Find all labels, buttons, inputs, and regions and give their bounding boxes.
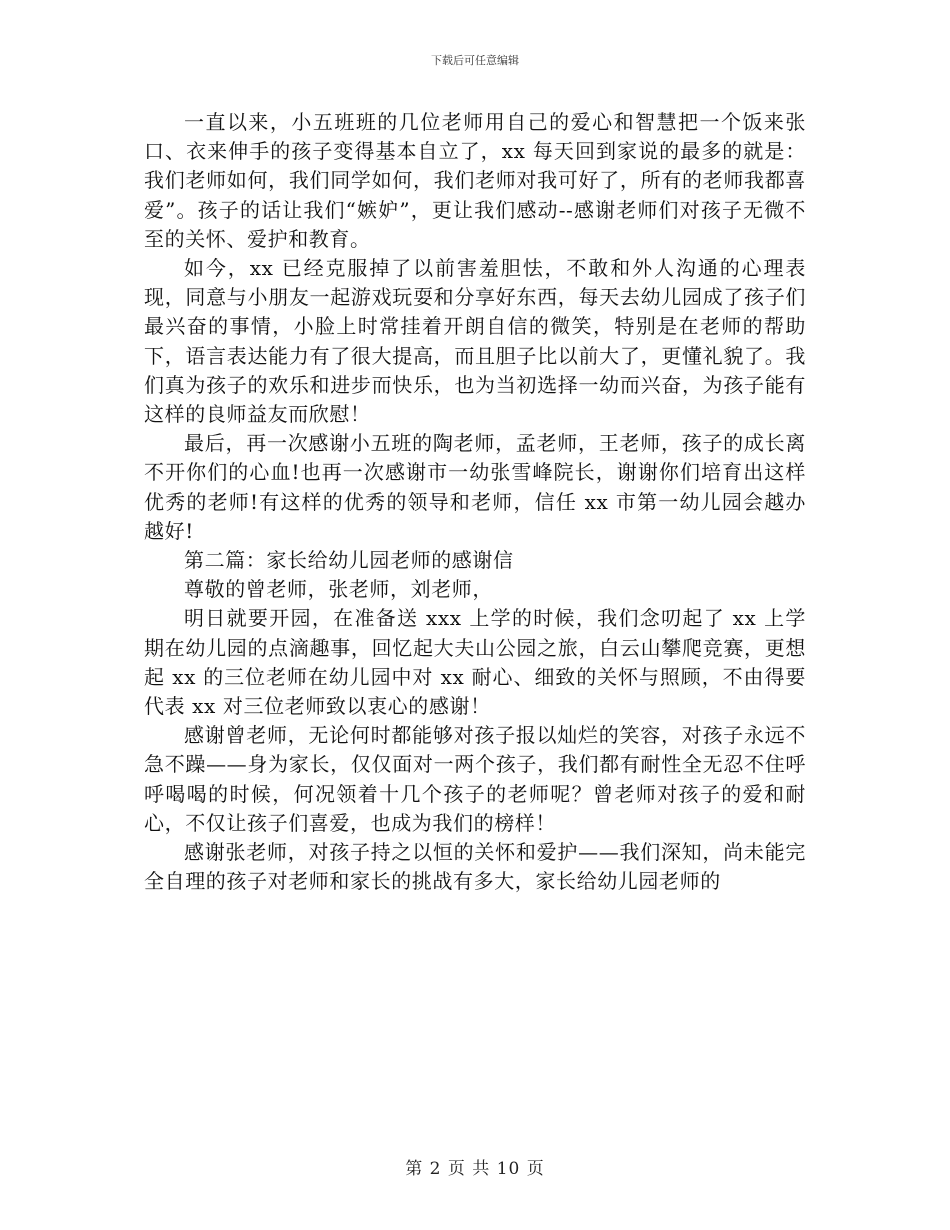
section-title: 第二篇：家长给幼儿园老师的感谢信 (184, 548, 514, 573)
paragraph-6: 感谢张老师，对孩子持之以恒的关怀和爱护——我们深知，尚未能完全自理的孩子对老师和家长的挑战有多大，家长给幼儿园老师的 (144, 840, 806, 894)
page-footer: 第 2 页 共 10 页 (405, 1159, 545, 1179)
paragraph-1: 一直以来，小五班班的几位老师用自己的爱心和智慧把一个饭来张口、衣来伸手的孩子变得基本自立了，xx 每天回到家说的最多的就是：我们老师如何，我们同学如何，我们老师对我可好了，所有的老师我都喜爱”。孩子的话让我们“嫉妒”，更让我们感动--感谢老师们对孩子无微不至的关怀、爱护和教育。 (144, 110, 806, 251)
paragraph-4: 明日就要开园，在准备送 xxx 上学的时候，我们念叨起了 xx 上学期在幼儿园的点滴趣事，回忆起大夫山公园之旅，白云山攀爬竞赛，更想起 xx 的三位老师在幼儿园中对 xx 耐心、细致的关怀与照顾，不由得要代表 xx 对三位老师致以衷心的感谢！ (144, 606, 806, 719)
paragraph-2: 如今，xx 已经克服掉了以前害羞胆怯，不敢和外人沟通的心理表现，同意与小朋友一起游戏玩耍和分享好东西，每天去幼儿园成了孩子们最兴奋的事情，小脸上时常挂着开朗自信的微笑，特别是在老师的帮助下，语言表达能力有了很大提高，而且胆子比以前大了，更懂礼貌了。我们真为孩子的欢乐和进步而快乐，也为当初选择一幼而兴奋，为孩子能有这样的良师益友而欣慰！ (144, 256, 806, 427)
page-header: 下载后可任意编辑 (431, 54, 519, 67)
paragraph-3: 最后，再一次感谢小五班的陶老师，孟老师，王老师，孩子的成长离不开你们的心血!也再一次感谢市一幼张雪峰院长，谢谢你们培育出这样优秀的老师!有这样的优秀的领导和老师，信任 xx 市第一幼儿园会越办越好! (144, 431, 806, 543)
paragraph-5: 感谢曾老师，无论何时都能够对孩子报以灿烂的笑容，对孩子永远不急不躁——身为家长，仅仅面对一两个孩子，我们都有耐性全无忍不住呼呼喝喝的时候，何况领着十几个孩子的老师呢？曾老师对孩子的爱和耐心，不仅让孩子们喜爱，也成为我们的榜样！ (144, 723, 806, 835)
document-body (144, 108, 806, 896)
salutation: 尊敬的曾老师，张老师，刘老师， (184, 577, 493, 602)
